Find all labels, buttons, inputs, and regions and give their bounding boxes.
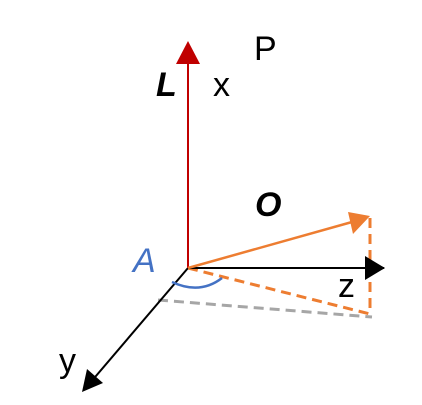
O-vector: [188, 222, 352, 268]
L-vector-arrowhead: [176, 41, 200, 64]
label-z: z: [338, 267, 355, 305]
label-y: y: [59, 342, 76, 380]
y-axis: [90, 268, 188, 383]
label-P: P: [254, 30, 277, 68]
O-vector-arrowhead: [348, 212, 370, 234]
z-axis-arrowhead: [365, 256, 385, 280]
label-A: A: [133, 242, 156, 280]
label-O: O: [255, 186, 282, 224]
label-x: x: [213, 66, 230, 104]
label-L: L: [156, 66, 177, 104]
